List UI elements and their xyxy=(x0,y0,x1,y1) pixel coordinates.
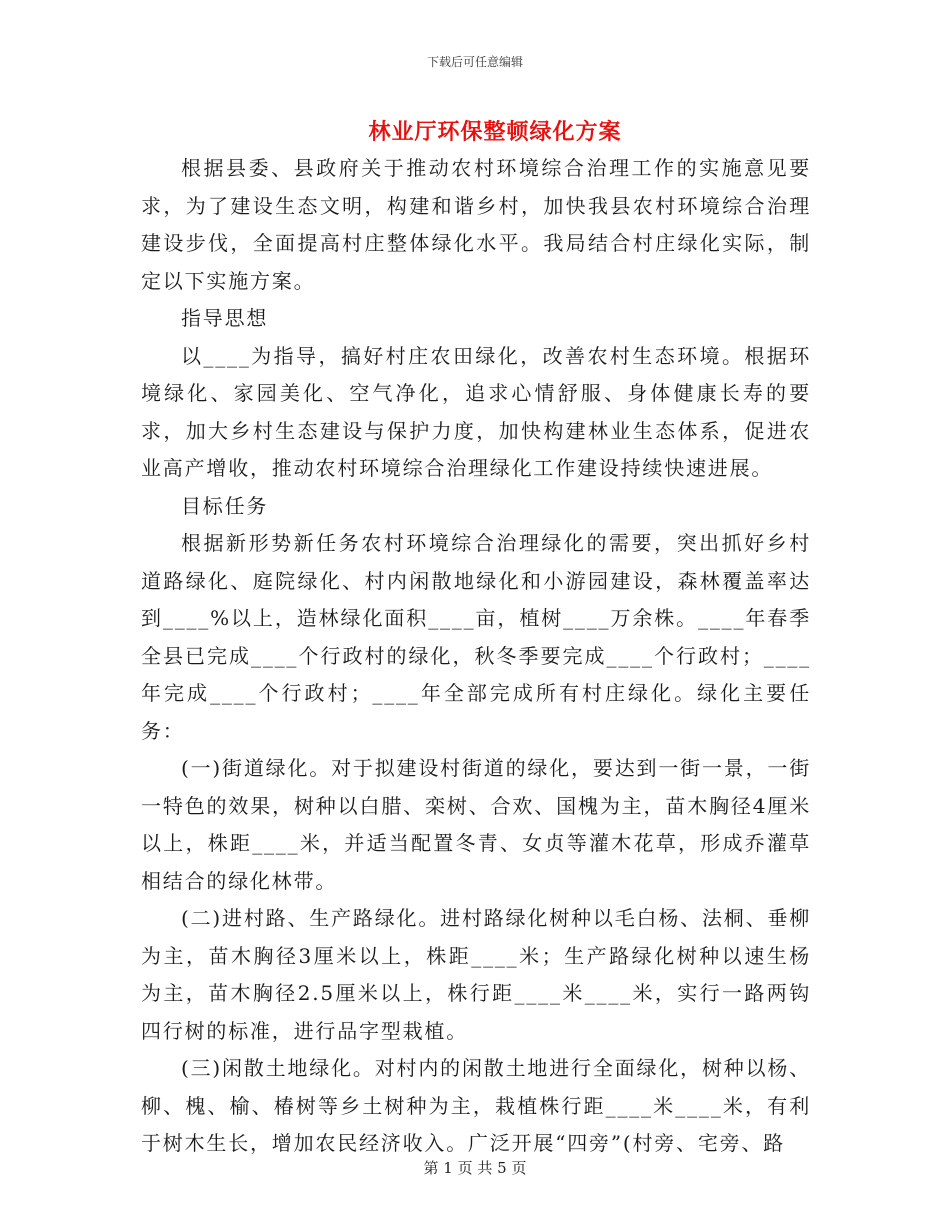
document-title: 林业厅环保整顿绿化方案 xyxy=(368,119,622,145)
section-heading-goals-tasks: 目标任务 xyxy=(181,493,269,518)
paragraph-street-greening: (一)街道绿化。对于拟建设村街道的绿化，要达到一街一景，一街一特色的效果，树种以白腊、栾树、合欢、国槐为主，苗木胸径4厘米以上，株距____米，并适当配置冬青、女贞等灌木花草，形成乔灌草相结合的绿化林带。 xyxy=(141,756,811,893)
document-body xyxy=(141,150,811,1163)
section-heading-guiding-ideology: 指导思想 xyxy=(181,306,269,330)
paragraph-guiding-ideology: 以____为指导，搞好村庄农田绿化，改善农村生态环境。根据环境绿化、家园美化、空气净化，追求心情舒服、身体健康长寿的要求，加大乡村生态建设与保护力度，加快构建林业生态体系，促进农业高产增收，推动农村环境综合治理绿化工作建设持续快速进展。 xyxy=(141,343,811,480)
paragraph-goals-tasks: 根据新形势新任务农村环境综合治理绿化的需要，突出抓好乡村道路绿化、庭院绿化、村内闲散地绿化和小游园建设，森林覆盖率达到____%以上，造林绿化面积____亩，植树____万余株。____年春季全县已完成____个行政村的绿化，秋冬季要完成____个行政村；____年完成____个行政村；____年全部完成所有村庄绿化。绿化主要任务： xyxy=(141,531,811,743)
paragraph-intro: 根据县委、县政府关于推动农村环境综合治理工作的实施意见要求，为了建设生态文明，构建和谐乡村，加快我县农村环境综合治理建设步伐，全面提高村庄整体绿化水平。我局结合村庄绿化实际，制定以下实施方案。 xyxy=(141,156,811,293)
paragraph-idle-land-greening: (三)闲散土地绿化。对村内的闲散土地进行全面绿化，树种以杨、柳、槐、榆、椿树等乡土树种为主，栽植株行距____米____米，有利于树木生长，增加农民经济收入。广泛开展“四旁”(村旁、宅旁、路 xyxy=(141,1056,811,1155)
page-number-footer: 第 1 页 共 5 页 xyxy=(423,1159,527,1177)
page-header-note: 下载后可任意编辑 xyxy=(426,55,523,69)
paragraph-road-greening: (二)进村路、生产路绿化。进村路绿化树种以毛白杨、法桐、垂柳为主，苗木胸径3厘米以上，株距____米；生产路绿化树种以速生杨为主，苗木胸径2.5厘米以上，株行距____米____米，实行一路两钩四行树的标准，进行品字型栽植。 xyxy=(141,906,811,1043)
